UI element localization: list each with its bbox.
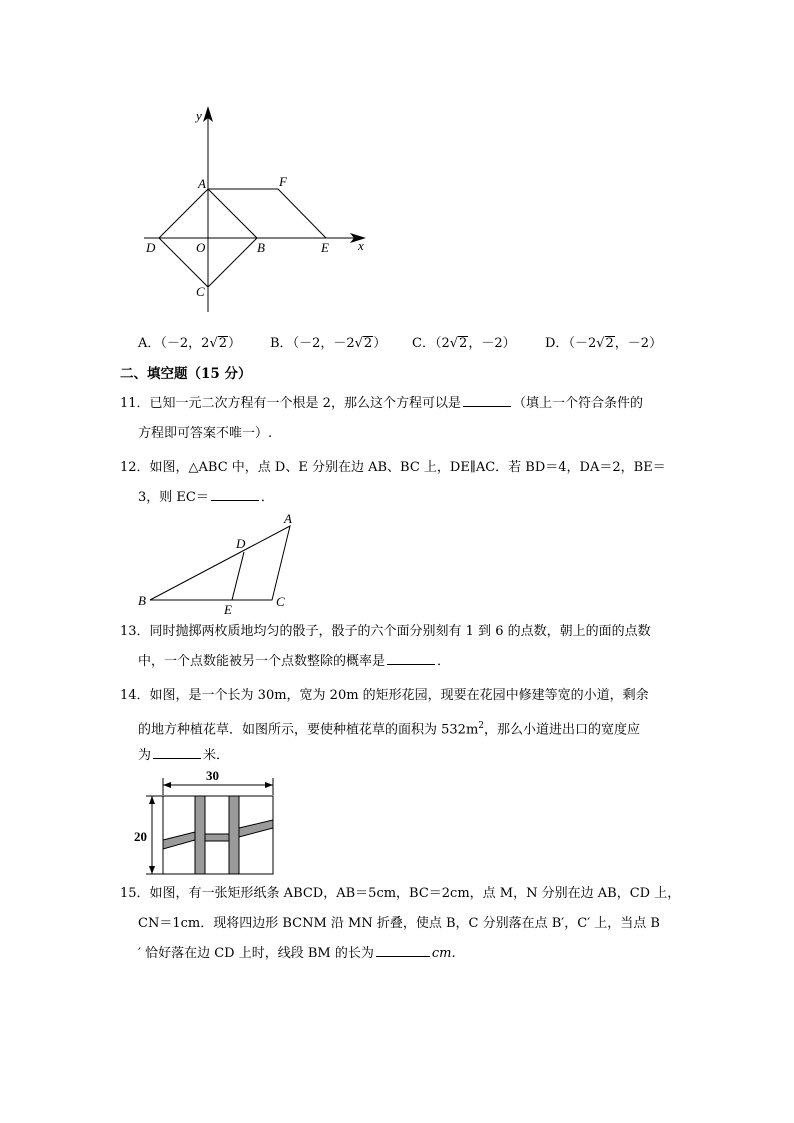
label-E: E [224, 602, 232, 617]
label-D: D [146, 240, 156, 255]
q10-option-d: D．（－2√2，－2） [545, 336, 663, 351]
q13-text-a: 中，一个点数能被另一个点数整除的概率是 [138, 654, 386, 669]
dim-top-arrow-right [265, 782, 273, 788]
q15-line1: 15．如图，有一张矩形纸条 ABCD，AB＝5cm，BC＝2cm，点 M，N 分别在边 AB，CD 上， [120, 886, 681, 901]
q12-line1: 12．如图，△ABC 中，点 D、E 分别在边 AB、BC 上，DE∥AC．若 BD＝4，DA＝2，BE＝ [120, 460, 666, 475]
q11-answer-blank[interactable] [463, 392, 511, 407]
q14-line2 [138, 714, 640, 742]
q12-answer-blank[interactable] [211, 486, 259, 501]
slanted-path-middle [205, 834, 229, 841]
q13-answer-blank[interactable] [387, 650, 435, 665]
label-C: C [276, 594, 285, 609]
label-A: A [198, 176, 206, 191]
option-c-radicand: 2 [459, 336, 468, 351]
q14-text-b: ，那么小道进出口的宽度应 [484, 722, 641, 738]
option-a-prefix: （－2，2 [160, 336, 210, 351]
option-a-suffix: ） [228, 336, 242, 351]
q14-sup: 2 [478, 721, 485, 731]
q14-line1: 14．如图，是一个长为 30m，宽为 20m 的矩形花园，现要在花园中修建等宽的小道，剩余 [120, 688, 649, 703]
label-D: D [236, 536, 246, 551]
dim-left-arrow-bottom [149, 866, 155, 874]
triangle-abc [150, 526, 290, 600]
option-a-letter: A． [138, 336, 161, 351]
q10-option-c: C．（2√2，－2） [412, 336, 516, 351]
label-y: y [196, 108, 202, 123]
segment-de [232, 552, 244, 600]
dim-top-arrow-left [163, 782, 171, 788]
q13-text-b: ． [437, 654, 451, 669]
option-c-suffix: ，－2） [468, 336, 516, 351]
q10-figure [130, 100, 380, 320]
q14-text-b: 米． [203, 748, 230, 763]
q14-figure [130, 765, 290, 880]
q12-line2 [138, 486, 274, 510]
q15-answer-blank[interactable] [376, 942, 430, 957]
q12-figure [130, 510, 310, 620]
option-c-prefix: （2 [434, 336, 450, 351]
option-b-radicand: 2 [363, 336, 373, 351]
q12-text-b: ． [260, 490, 274, 505]
label-A: A [284, 511, 292, 526]
option-a-radicand: 2 [218, 336, 228, 351]
q10-option-b: B．（－2，－2√2） [270, 336, 387, 351]
label-x: x [358, 238, 364, 253]
option-b-suffix: ） [373, 336, 387, 351]
q15-line3 [138, 942, 456, 966]
label-F: F [279, 174, 287, 189]
q15-text-a: ′ 恰好落在边 CD 上时，线段 BM 的长为 [138, 946, 374, 961]
label-B: B [257, 240, 265, 255]
q12-text-a: 3，则 EC＝ [138, 490, 209, 505]
q11-line2: 方程即可答案不唯一）. [138, 426, 273, 441]
q11-text-b: （填上一个符合条件的 [512, 396, 643, 411]
q10-option-a: A．（－2，2√2） [138, 336, 242, 351]
option-b-letter: B． [270, 336, 293, 351]
label-O: O [196, 240, 206, 255]
option-d-suffix: ，－2） [614, 336, 663, 351]
q13-line2 [138, 650, 450, 674]
q15-text-b: cm. [431, 946, 456, 961]
q14-answer-blank[interactable] [153, 744, 201, 759]
option-d-prefix: （－2 [568, 336, 597, 351]
dim-width-label: 30 [206, 768, 219, 783]
dim-left-arrow-top [149, 796, 155, 804]
option-b-prefix: （－2，－2 [292, 336, 355, 351]
section-title: 二、填空题（15 分） [120, 366, 252, 382]
label-E: E [321, 240, 329, 255]
q13-line1: 13．同时抛掷两枚质地均匀的骰子，骰子的六个面分别刻有 1 到 6 的点数，朝上的面的点数 [120, 624, 651, 639]
option-d-radicand: 2 [605, 336, 614, 351]
label-C: C [196, 284, 205, 299]
option-d-letter: D． [545, 336, 569, 351]
vertical-path-1 [195, 796, 205, 874]
q14-text-a: 为 [138, 748, 152, 763]
parallelogram-abef [208, 189, 326, 238]
vertical-path-2 [229, 796, 239, 874]
q14-text-a: 的地方种植花草．如图所示，要使种植花草的面积为 532m [138, 722, 479, 738]
q11-line1 [120, 392, 643, 416]
q11-text-a: 11．已知一元二次方程有一个根是 2，那么这个方程可以是 [120, 396, 461, 411]
label-B: B [138, 593, 146, 608]
q15-line2: CN＝1cm．现将四边形 BCNM 沿 MN 折叠，使点 B，C 分别落在点 B′，C′ 上，当点 B [138, 916, 660, 931]
option-c-letter: C． [412, 336, 435, 351]
dim-height-label: 20 [134, 829, 147, 844]
